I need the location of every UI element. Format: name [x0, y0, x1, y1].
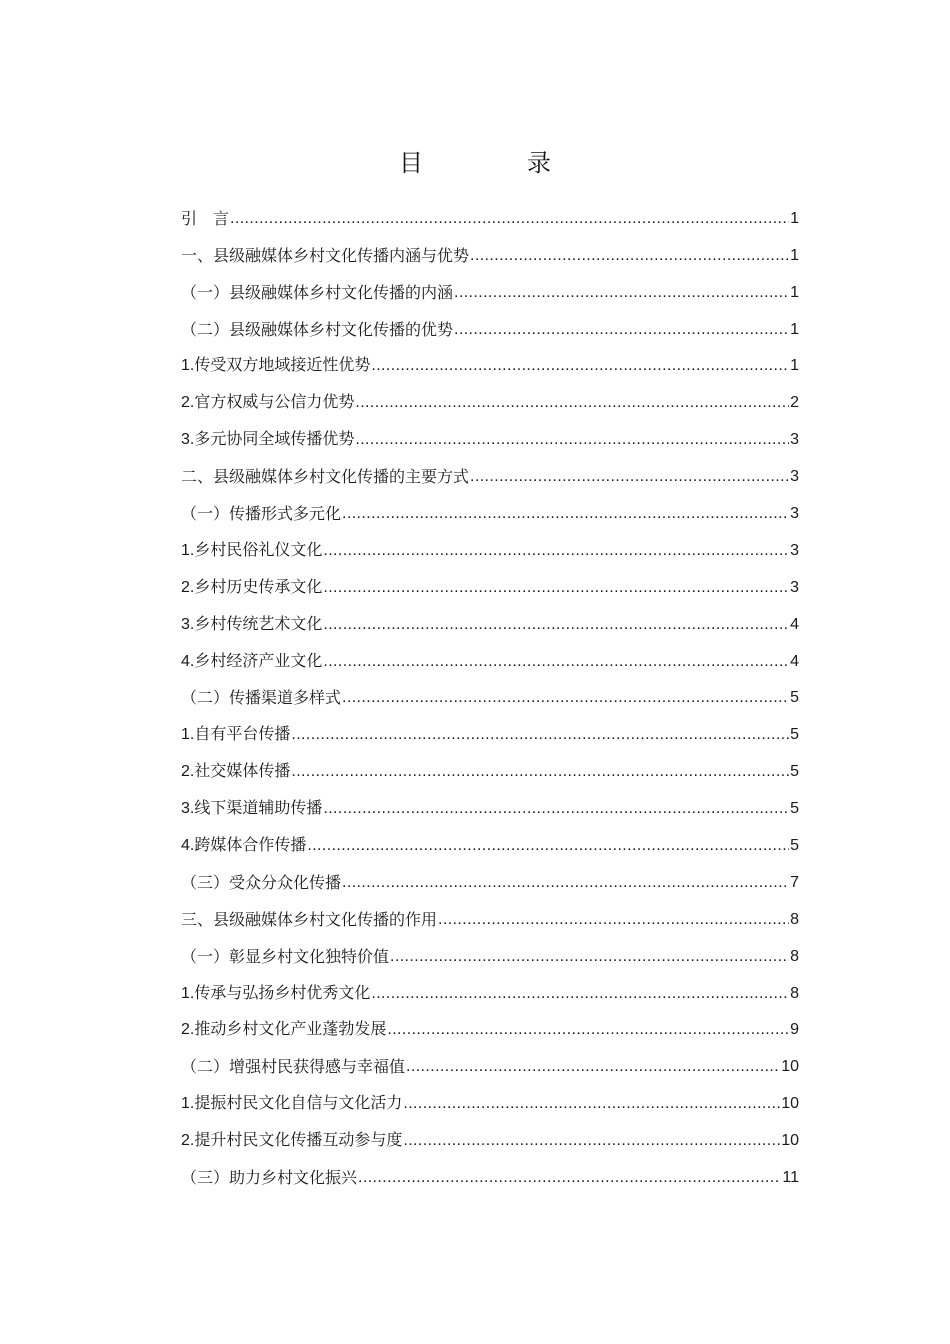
toc-page-number: 5: [790, 689, 799, 707]
toc-entry[interactable]: [181, 270, 799, 307]
toc-entry[interactable]: [181, 307, 799, 344]
toc-entry-text: 4.乡村经济产业文化: [181, 652, 323, 670]
toc-page-number: 4: [790, 615, 799, 633]
toc-entry[interactable]: [181, 860, 799, 897]
dot-leader: [358, 1168, 781, 1188]
toc-entry-text: 3.乡村传统艺术文化: [181, 615, 323, 633]
toc-entry[interactable]: [181, 1155, 799, 1192]
toc-entry-text: 二、县级融媒体乡村文化传播的主要方式: [181, 467, 470, 487]
toc-entry[interactable]: [181, 380, 799, 417]
dot-leader: [403, 1094, 780, 1114]
toc-entry[interactable]: [181, 676, 799, 713]
toc-page-number: 10: [781, 1058, 799, 1076]
toc-entry-text: （一）传播形式多元化: [181, 504, 342, 524]
dot-leader: [323, 541, 789, 561]
dot-leader: [291, 762, 789, 782]
toc-entry-text: 1.传受双方地域接近性优势: [181, 357, 371, 375]
dot-leader: [454, 320, 789, 340]
dot-leader: [291, 725, 789, 745]
toc-entry[interactable]: [181, 233, 799, 270]
toc-page-number: 5: [790, 763, 799, 781]
dot-leader: [307, 836, 789, 856]
toc-entry-text: 2.社交媒体传播: [181, 763, 291, 781]
toc-entry[interactable]: [181, 417, 799, 454]
toc-page-number: 4: [790, 652, 799, 670]
toc-entry-text: 1.乡村民俗礼仪文化: [181, 541, 323, 559]
toc-entry-text: 2.提升村民文化传播互动参与度: [181, 1132, 403, 1150]
toc-entry[interactable]: [181, 565, 799, 602]
toc-entry-text: 2.官方权威与公信力优势: [181, 394, 355, 412]
toc-entry[interactable]: [181, 934, 799, 971]
toc-entry[interactable]: [181, 823, 799, 860]
toc-page-number: 10: [781, 1095, 799, 1113]
dot-leader: [470, 246, 789, 266]
toc-page-number: 7: [790, 873, 799, 891]
toc-page-number: 5: [790, 800, 799, 818]
table-of-contents: [181, 196, 799, 1192]
toc-page-number: 5: [790, 726, 799, 744]
toc-entry-text: （三）受众分众化传播: [181, 872, 342, 892]
dot-leader: [438, 910, 789, 930]
dot-leader: [355, 393, 789, 413]
toc-entry[interactable]: [181, 1081, 799, 1118]
dot-leader: [342, 688, 789, 708]
toc-entry-text: （二）传播渠道多样式: [181, 688, 342, 708]
toc-page-number: 10: [781, 1132, 799, 1150]
toc-entry[interactable]: [181, 971, 799, 1008]
toc-entry-text: （一）县级融媒体乡村文化传播的内涵: [181, 282, 454, 302]
toc-entry[interactable]: [181, 712, 799, 749]
toc-entry-text: 三、县级融媒体乡村文化传播的作用: [181, 909, 438, 929]
toc-entry[interactable]: [181, 639, 799, 676]
toc-page-number: 3: [790, 578, 799, 596]
toc-page-number: 3: [790, 505, 799, 523]
toc-page-number: 1: [790, 320, 799, 338]
toc-page-number: 8: [790, 947, 799, 965]
toc-entry-text: （三）助力乡村文化振兴: [181, 1168, 358, 1188]
dot-leader: [387, 1020, 789, 1040]
toc-entry-text: 1.自有平台传播: [181, 726, 291, 744]
toc-page-number: 5: [790, 837, 799, 855]
dot-leader: [470, 467, 789, 487]
dot-leader: [342, 504, 789, 524]
toc-entry[interactable]: [181, 1118, 799, 1155]
toc-entry[interactable]: [181, 897, 799, 934]
page-title: 目 录: [399, 149, 591, 177]
toc-entry-text: 3.线下渠道辅助传播: [181, 800, 323, 818]
toc-entry[interactable]: [181, 491, 799, 528]
toc-page-number: 9: [790, 1021, 799, 1039]
toc-entry[interactable]: [181, 344, 799, 381]
toc-page-number: 3: [790, 468, 799, 486]
toc-entry[interactable]: [181, 454, 799, 491]
toc-page-number: 2: [790, 394, 799, 412]
toc-entry-text: 1.传承与弘扬乡村优秀文化: [181, 984, 371, 1002]
toc-entry-text: 4.跨媒体合作传播: [181, 837, 307, 855]
dot-leader: [371, 984, 789, 1004]
dot-leader: [342, 873, 789, 893]
toc-page-number: 8: [790, 984, 799, 1002]
toc-entry-text: 2.乡村历史传承文化: [181, 578, 323, 596]
toc-page-number: 1: [790, 209, 799, 227]
toc-page-number: 1: [790, 283, 799, 301]
dot-leader: [454, 283, 789, 303]
toc-page-number: 1: [790, 246, 799, 264]
toc-entry[interactable]: [181, 1044, 799, 1081]
dot-leader: [230, 209, 789, 229]
toc-entry[interactable]: [181, 786, 799, 823]
toc-entry[interactable]: [181, 1008, 799, 1045]
dot-leader: [323, 799, 789, 819]
toc-entry-text: 2.推动乡村文化产业蓬勃发展: [181, 1021, 387, 1039]
toc-page-number: 3: [790, 431, 799, 449]
dot-leader: [406, 1057, 780, 1077]
toc-entry-text: 引 言: [181, 208, 230, 228]
toc-entry[interactable]: [181, 749, 799, 786]
toc-entry-text: 1.提振村民文化自信与文化活力: [181, 1095, 403, 1113]
toc-page-number: 8: [790, 910, 799, 928]
toc-page-number: 3: [790, 541, 799, 559]
dot-leader: [355, 430, 789, 450]
dot-leader: [323, 578, 789, 598]
toc-entry-text: （二）县级融媒体乡村文化传播的优势: [181, 319, 454, 339]
toc-entry-text: （二）增强村民获得感与幸福值: [181, 1057, 406, 1077]
toc-entry[interactable]: [181, 196, 799, 233]
dot-leader: [323, 652, 789, 672]
toc-entry[interactable]: [181, 602, 799, 639]
toc-entry-text: 3.多元协同全域传播优势: [181, 431, 355, 449]
dot-leader: [403, 1131, 780, 1151]
toc-entry[interactable]: [181, 528, 799, 565]
toc-page-number: 1: [790, 357, 799, 375]
toc-entry-text: 一、县级融媒体乡村文化传播内涵与优势: [181, 245, 470, 265]
dot-leader: [371, 356, 789, 376]
dot-leader: [390, 947, 789, 967]
toc-entry-text: （一）彰显乡村文化独特价值: [181, 946, 390, 966]
dot-leader: [323, 615, 789, 635]
toc-page-number: 11: [782, 1169, 799, 1187]
